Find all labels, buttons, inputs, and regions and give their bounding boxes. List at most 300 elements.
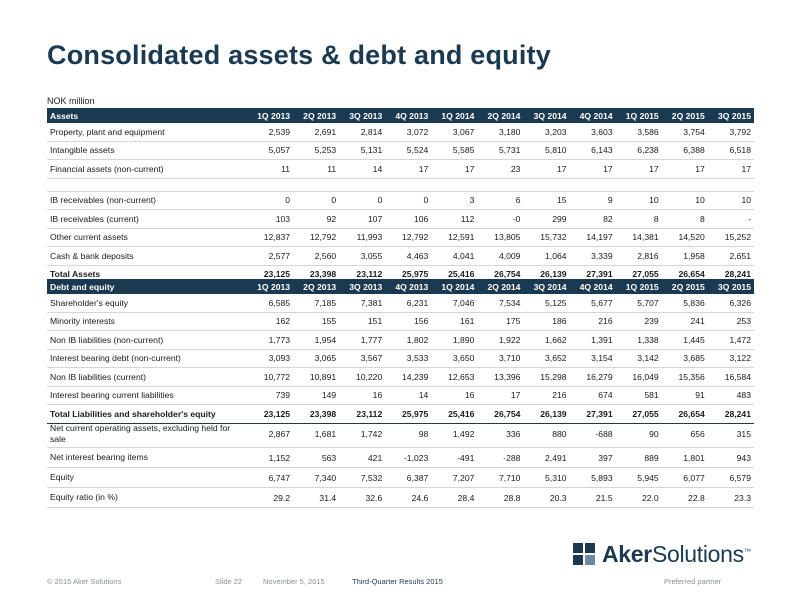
cell-value: 2,539 [247, 123, 293, 141]
cell-value: 32.6 [339, 488, 385, 508]
cell-value: - [708, 210, 754, 229]
cell-value [616, 178, 662, 191]
cell-value: 299 [523, 210, 569, 229]
cell-value: 175 [477, 312, 523, 331]
row-label: Equity [47, 468, 247, 488]
cell-value: 5,131 [339, 141, 385, 160]
cell-value: 5,677 [570, 294, 616, 312]
table-row [47, 468, 754, 488]
cell-value: 0 [339, 191, 385, 210]
table-row [47, 448, 754, 468]
cell-value: 6,388 [662, 141, 708, 160]
cell-value [247, 178, 293, 191]
column-header-quarter: 3Q 2013 [339, 279, 385, 294]
cell-value: 421 [339, 448, 385, 468]
cell-value: 155 [293, 312, 339, 331]
table-row [47, 210, 754, 229]
assets-table [47, 108, 754, 284]
cell-value: 3,180 [477, 123, 523, 141]
cell-value: 17 [616, 160, 662, 179]
cell-value: 2,577 [247, 247, 293, 266]
total-value: 23,125 [247, 265, 293, 284]
cell-value: 9 [570, 191, 616, 210]
cell-value: 186 [523, 312, 569, 331]
cell-value: 1,338 [616, 331, 662, 350]
cell-value: 3,685 [662, 349, 708, 368]
cell-value: 4,041 [431, 247, 477, 266]
cell-value: 12,837 [247, 228, 293, 247]
total-value: 26,654 [662, 265, 708, 284]
cell-value: 6,579 [708, 468, 754, 488]
total-value: 26,754 [477, 265, 523, 284]
total-value: 27,055 [616, 265, 662, 284]
cell-value: 21.5 [570, 488, 616, 508]
row-label: Equity ratio (in %) [47, 488, 247, 508]
cell-value: 889 [616, 448, 662, 468]
total-value: 28,241 [708, 405, 754, 424]
cell-value: 4,009 [477, 247, 523, 266]
cell-value: 2,867 [247, 421, 293, 448]
table-row [47, 228, 754, 247]
cell-value: 1,802 [385, 331, 431, 350]
cell-value: 239 [616, 312, 662, 331]
cell-value: 3,339 [570, 247, 616, 266]
cell-value: -288 [477, 448, 523, 468]
logo-brand-bold: Aker [602, 541, 652, 567]
cell-value: 6,585 [247, 294, 293, 312]
cell-value: 24.6 [385, 488, 431, 508]
cell-value: 11 [247, 160, 293, 179]
cell-value: 3,652 [523, 349, 569, 368]
cell-value: 161 [431, 312, 477, 331]
cell-value: 15,356 [662, 368, 708, 387]
cell-value: 2,816 [616, 247, 662, 266]
cell-value: 17 [662, 160, 708, 179]
cell-value: 5,253 [293, 141, 339, 160]
cell-value: 1,958 [662, 247, 708, 266]
cell-value: 112 [431, 210, 477, 229]
row-label: Non IB liabilities (current) [47, 368, 247, 387]
cell-value: 0 [247, 191, 293, 210]
cell-value: 6,518 [708, 141, 754, 160]
cell-value: 3,093 [247, 349, 293, 368]
cell-value: 107 [339, 210, 385, 229]
table-row [47, 421, 754, 448]
logo-trademark: ™ [743, 548, 751, 556]
cell-value: 241 [662, 312, 708, 331]
table-header-label: Assets [47, 108, 247, 123]
column-header-quarter: 3Q 2013 [339, 108, 385, 123]
cell-value: 5,057 [247, 141, 293, 160]
cell-value: 3,154 [570, 349, 616, 368]
cell-value: 8 [616, 210, 662, 229]
cell-value: 674 [570, 386, 616, 405]
table-row [47, 386, 754, 405]
column-header-quarter: 1Q 2013 [247, 279, 293, 294]
cell-value: 216 [523, 386, 569, 405]
cell-value: 1,064 [523, 247, 569, 266]
row-label: Cash & bank deposits [47, 247, 247, 266]
cell-value: 2,491 [523, 448, 569, 468]
spacer-row [47, 178, 754, 191]
cell-value: 17 [477, 386, 523, 405]
total-value: 25,416 [431, 265, 477, 284]
cell-value: 5,524 [385, 141, 431, 160]
cell-value [477, 178, 523, 191]
cell-value [523, 178, 569, 191]
cell-value: 336 [477, 421, 523, 448]
debt-equity-table [47, 279, 754, 424]
cell-value: 10 [662, 191, 708, 210]
cell-value: 17 [385, 160, 431, 179]
table-header-label: Debt and equity [47, 279, 247, 294]
cell-value: 1,152 [247, 448, 293, 468]
total-value: 25,975 [385, 265, 431, 284]
cell-value: 7,185 [293, 294, 339, 312]
cell-value: 3,603 [570, 123, 616, 141]
cell-value: 23 [477, 160, 523, 179]
row-label: Shareholder's equity [47, 294, 247, 312]
cell-value: 1,391 [570, 331, 616, 350]
cell-value [339, 178, 385, 191]
total-label: Total Liabilities and shareholder's equity [47, 405, 247, 424]
table-row [47, 368, 754, 387]
column-header-quarter: 2Q 2015 [662, 108, 708, 123]
cell-value: 98 [385, 421, 431, 448]
cell-value: 11 [293, 160, 339, 179]
cell-value: 31.4 [293, 488, 339, 508]
cell-value: 16 [339, 386, 385, 405]
cell-value: 15,298 [523, 368, 569, 387]
cell-value: 13,396 [477, 368, 523, 387]
total-value: 25,416 [431, 405, 477, 424]
cell-value [385, 178, 431, 191]
cell-value: 1,681 [293, 421, 339, 448]
cell-value: 7,534 [477, 294, 523, 312]
cell-value: 156 [385, 312, 431, 331]
cell-value: 28.8 [477, 488, 523, 508]
column-header-quarter: 2Q 2015 [662, 279, 708, 294]
cell-value: 656 [662, 421, 708, 448]
column-header-quarter: 2Q 2014 [477, 108, 523, 123]
cell-value: 3,142 [616, 349, 662, 368]
cell-value: 1,954 [293, 331, 339, 350]
cell-value: 15,252 [708, 228, 754, 247]
cell-value: 14,239 [385, 368, 431, 387]
column-header-quarter: 3Q 2015 [708, 279, 754, 294]
cell-value: 103 [247, 210, 293, 229]
cell-value: 10 [708, 191, 754, 210]
cell-value: 2,560 [293, 247, 339, 266]
cell-value: 13,805 [477, 228, 523, 247]
cell-value: 7,207 [431, 468, 477, 488]
table-row [47, 191, 754, 210]
cell-value: 5,585 [431, 141, 477, 160]
total-value: 28,241 [708, 265, 754, 284]
cell-value: 5,893 [570, 468, 616, 488]
cell-value: 0 [293, 191, 339, 210]
cell-value: 14,381 [616, 228, 662, 247]
total-value: 23,398 [293, 405, 339, 424]
logo-mark-icon [573, 543, 597, 567]
table-row [47, 312, 754, 331]
column-header-quarter: 3Q 2015 [708, 108, 754, 123]
cell-value: 1,662 [523, 331, 569, 350]
cell-value: 2,814 [339, 123, 385, 141]
cell-value: 315 [708, 421, 754, 448]
cell-value: 8 [662, 210, 708, 229]
footer-tagline: Preferred partner [664, 577, 722, 586]
cell-value: 3,065 [293, 349, 339, 368]
row-label: Net interest bearing items [47, 448, 247, 468]
cell-value: 17 [570, 160, 616, 179]
cell-value [570, 178, 616, 191]
column-header-quarter: 1Q 2014 [431, 108, 477, 123]
cell-value: 3,710 [477, 349, 523, 368]
aker-solutions-logo [573, 541, 759, 571]
cell-value: 91 [662, 386, 708, 405]
cell-value: 7,046 [431, 294, 477, 312]
cell-value: 12,591 [431, 228, 477, 247]
cell-value: 29.2 [247, 488, 293, 508]
table-row [47, 123, 754, 141]
cell-value: 5,731 [477, 141, 523, 160]
row-label: Interest bearing debt (non-current) [47, 349, 247, 368]
cell-value: 22.0 [616, 488, 662, 508]
column-header-quarter: 4Q 2014 [570, 279, 616, 294]
total-label: Total Assets [47, 265, 247, 284]
cell-value: 162 [247, 312, 293, 331]
cell-value: 880 [523, 421, 569, 448]
cell-value: 1,922 [477, 331, 523, 350]
cell-value: 149 [293, 386, 339, 405]
cell-value: 5,125 [523, 294, 569, 312]
table-header-row [47, 108, 754, 123]
cell-value [431, 178, 477, 191]
cell-value: 5,810 [523, 141, 569, 160]
cell-value: 14,520 [662, 228, 708, 247]
cell-value: 5,707 [616, 294, 662, 312]
cell-value: 12,653 [431, 368, 477, 387]
cell-value: 5,310 [523, 468, 569, 488]
cell-value: 14 [339, 160, 385, 179]
cell-value: 17 [708, 160, 754, 179]
cell-value: 397 [570, 448, 616, 468]
cell-value: 2,691 [293, 123, 339, 141]
cell-value: 10,220 [339, 368, 385, 387]
cell-value: 10,772 [247, 368, 293, 387]
cell-value: 0 [385, 191, 431, 210]
page-title: Consolidated assets & debt and equity [47, 40, 551, 70]
cell-value: 6,387 [385, 468, 431, 488]
footer-date: November 5, 2015 [263, 577, 325, 586]
cell-value: 563 [293, 448, 339, 468]
cell-value: 943 [708, 448, 754, 468]
total-value: 26,139 [523, 405, 569, 424]
logo-brand-regular: Solutions [651, 541, 744, 567]
cell-value: 3,650 [431, 349, 477, 368]
column-header-quarter: 1Q 2015 [616, 279, 662, 294]
table-row [47, 160, 754, 179]
cell-value: 581 [616, 386, 662, 405]
cell-value: 7,710 [477, 468, 523, 488]
row-label: IB receivables (non-current) [47, 191, 247, 210]
row-label: Property, plant and equipment [47, 123, 247, 141]
summary-table [47, 421, 754, 508]
cell-value: 23.3 [708, 488, 754, 508]
cell-value: 1,777 [339, 331, 385, 350]
cell-value: 1,773 [247, 331, 293, 350]
cell-value: 16,049 [616, 368, 662, 387]
row-label: IB receivables (current) [47, 210, 247, 229]
cell-value: 1,492 [431, 421, 477, 448]
cell-value: 3,792 [708, 123, 754, 141]
cell-value: 10 [616, 191, 662, 210]
cell-value: 3,586 [616, 123, 662, 141]
column-header-quarter: 4Q 2013 [385, 108, 431, 123]
cell-value: 6,231 [385, 294, 431, 312]
column-header-quarter: 3Q 2014 [523, 279, 569, 294]
total-value: 27,391 [570, 405, 616, 424]
row-label [47, 178, 247, 191]
cell-value: 1,890 [431, 331, 477, 350]
footer-copyright: © 2015 Aker Solutions [47, 577, 122, 586]
column-header-quarter: 2Q 2014 [477, 279, 523, 294]
cell-value: 11,993 [339, 228, 385, 247]
cell-value: 2,651 [708, 247, 754, 266]
cell-value: 10,891 [293, 368, 339, 387]
cell-value: 483 [708, 386, 754, 405]
cell-value: 4,463 [385, 247, 431, 266]
total-value: 23,112 [339, 405, 385, 424]
cell-value: -1,023 [385, 448, 431, 468]
cell-value: 151 [339, 312, 385, 331]
column-header-quarter: 1Q 2013 [247, 108, 293, 123]
table-row [47, 247, 754, 266]
cell-value: -0 [477, 210, 523, 229]
total-value: 25,975 [385, 405, 431, 424]
cell-value: 253 [708, 312, 754, 331]
total-value: 23,398 [293, 265, 339, 284]
cell-value: 6,747 [247, 468, 293, 488]
cell-value: 90 [616, 421, 662, 448]
column-header-quarter: 4Q 2013 [385, 279, 431, 294]
cell-value: 82 [570, 210, 616, 229]
total-value: 26,754 [477, 405, 523, 424]
footer-presentation-title: Third-Quarter Results 2015 [352, 577, 443, 586]
column-header-quarter: 1Q 2014 [431, 279, 477, 294]
cell-value: -688 [570, 421, 616, 448]
table-header-row [47, 279, 754, 294]
cell-value: 3,567 [339, 349, 385, 368]
cell-value: 7,381 [339, 294, 385, 312]
column-header-quarter: 1Q 2015 [616, 108, 662, 123]
cell-value: 3,533 [385, 349, 431, 368]
cell-value: 16 [431, 386, 477, 405]
row-label: Intangible assets [47, 141, 247, 160]
total-value: 23,112 [339, 265, 385, 284]
cell-value: 15,732 [523, 228, 569, 247]
cell-value: 15 [523, 191, 569, 210]
cell-value: 17 [431, 160, 477, 179]
cell-value: 6,077 [662, 468, 708, 488]
cell-value: 5,836 [662, 294, 708, 312]
row-label: Net current operating assets, excluding held for sale [47, 421, 247, 448]
cell-value: 6 [477, 191, 523, 210]
cell-value: 3 [431, 191, 477, 210]
cell-value: 20.3 [523, 488, 569, 508]
cell-value: 28.4 [431, 488, 477, 508]
cell-value: 1,742 [339, 421, 385, 448]
cell-value: 1,472 [708, 331, 754, 350]
cell-value: 1,445 [662, 331, 708, 350]
cell-value [662, 178, 708, 191]
row-label: Minority interests [47, 312, 247, 331]
cell-value: 16,279 [570, 368, 616, 387]
total-value: 23,125 [247, 405, 293, 424]
cell-value: 12,792 [385, 228, 431, 247]
total-value: 26,654 [662, 405, 708, 424]
cell-value: 3,055 [339, 247, 385, 266]
cell-value: 5,945 [616, 468, 662, 488]
column-header-quarter: 2Q 2013 [293, 279, 339, 294]
cell-value: 12,792 [293, 228, 339, 247]
column-header-quarter: 2Q 2013 [293, 108, 339, 123]
logo-wordmark [602, 541, 751, 568]
cell-value: 3,203 [523, 123, 569, 141]
cell-value: 6,326 [708, 294, 754, 312]
footer-slide-number: Slide 22 [215, 577, 243, 586]
cell-value: 14 [385, 386, 431, 405]
cell-value: 22.8 [662, 488, 708, 508]
cell-value: 106 [385, 210, 431, 229]
cell-value: 17 [523, 160, 569, 179]
cell-value: 7,340 [293, 468, 339, 488]
cell-value: 6,143 [570, 141, 616, 160]
cell-value: 14,197 [570, 228, 616, 247]
cell-value: 3,067 [431, 123, 477, 141]
total-value: 27,391 [570, 265, 616, 284]
table-row [47, 349, 754, 368]
row-label: Non IB liabilities (non-current) [47, 331, 247, 350]
table-row [47, 488, 754, 508]
cell-value: -491 [431, 448, 477, 468]
cell-value: 1,801 [662, 448, 708, 468]
cell-value: 3,072 [385, 123, 431, 141]
table-row [47, 331, 754, 350]
cell-value: 16,584 [708, 368, 754, 387]
column-header-quarter: 4Q 2014 [570, 108, 616, 123]
cell-value: 92 [293, 210, 339, 229]
total-value: 26,139 [523, 265, 569, 284]
total-value: 27,055 [616, 405, 662, 424]
cell-value: 3,754 [662, 123, 708, 141]
cell-value [708, 178, 754, 191]
table-row [47, 294, 754, 312]
row-label: Other current assets [47, 228, 247, 247]
cell-value: 216 [570, 312, 616, 331]
column-header-quarter: 3Q 2014 [523, 108, 569, 123]
cell-value: 6,238 [616, 141, 662, 160]
row-label: Financial assets (non-current) [47, 160, 247, 179]
cell-value [293, 178, 339, 191]
cell-value: 739 [247, 386, 293, 405]
cell-value: 3,122 [708, 349, 754, 368]
cell-value: 7,532 [339, 468, 385, 488]
row-label: Interest bearing current liabilities [47, 386, 247, 405]
unit-label: NOK million [47, 96, 95, 106]
table-row [47, 141, 754, 160]
